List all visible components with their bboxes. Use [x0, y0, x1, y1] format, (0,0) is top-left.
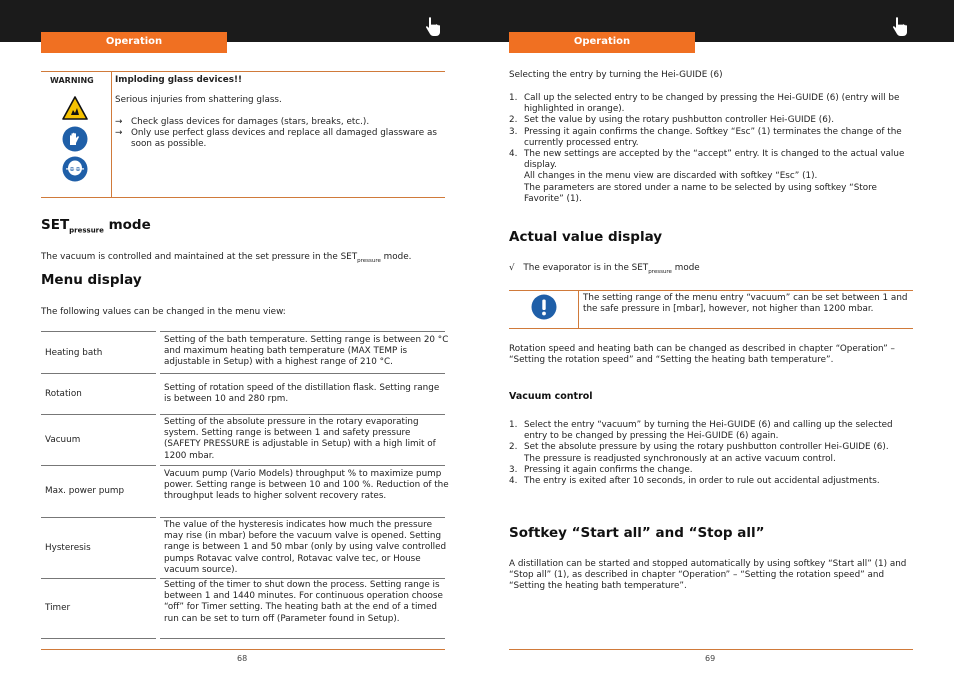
warning-bullets [115, 117, 440, 151]
list-item [509, 115, 913, 126]
list-item [509, 127, 913, 149]
list-item [509, 442, 913, 464]
table-rule [41, 578, 156, 579]
table-row-label: Timer [45, 603, 71, 613]
table-row-label: Rotation [45, 389, 82, 399]
set-text-a: The vacuum is controlled and maintained at the set pressure in the SET [41, 252, 358, 262]
check-text-b: mode [674, 263, 700, 273]
note-text: The setting range of the menu entry “vacuum” can be set between 1 and the safe pressure in [mbar], however, not higher than 1200 mbar. [583, 293, 908, 315]
steps-list-2 [509, 420, 913, 487]
check-mark-icon: √ [509, 263, 515, 273]
softkey-text: A distillation can be started and stopped automatically by using softkey “Start all” (1) and “Stop all” (1), as described in chapter “Operation” – “Setting the rotation speed” and “Setting the heating bath temperature”. [509, 559, 907, 592]
footer-rule-left [41, 649, 445, 650]
arrow-right-icon: → [115, 128, 123, 139]
table-rule [41, 373, 156, 374]
list-text: Pressing it again confirms the change. [524, 464, 693, 475]
warning-title: Imploding glass devices!! [115, 75, 242, 85]
warning-bullet-text: Only use perfect glass devices and replace all damaged glassware as soon as possible. [131, 128, 437, 150]
table-row-label: Heating bath [45, 348, 103, 358]
set-heading-main: SET [41, 217, 70, 233]
list-text: Pressing it again confirms the change. Softkey “Esc” (1) terminates the change of the currently processed entry. [524, 126, 902, 148]
arrow-right-icon: → [115, 117, 123, 127]
list-text: Set the value by using the rotary pushbutton controller Hei-GUIDE (6). [524, 115, 835, 126]
list-number: 4. [509, 476, 518, 487]
table-rule [41, 331, 156, 332]
list-number: 4. [509, 149, 518, 160]
warning-bullet [115, 117, 440, 128]
list-text: The new settings are accepted by the “accept” entry. It is changed to the actual value display. All changes in the menu view are discarded with softkey “Esc” (1). The parameters are stored under a name to be selected by using softkey “Store Favorite” (1). [524, 149, 905, 204]
list-text: Set the absolute pressure by using the rotary pushbutton controller Hei-GUIDE (6). The pressure is readjusted synchronously at an active vacuum control. [524, 442, 889, 464]
set-pressure-text [41, 252, 445, 267]
warning-label: WARNING [50, 76, 94, 85]
pointing-hand-icon [425, 17, 441, 37]
note-bottom-rule [509, 328, 913, 329]
set-pressure-heading [41, 217, 151, 235]
table-rule [41, 414, 156, 415]
table-rule [160, 517, 445, 518]
list-number: 2. [509, 442, 518, 453]
table-rule [160, 373, 445, 374]
list-number: 1. [509, 93, 518, 103]
menu-display-heading: Menu display [41, 272, 142, 288]
list-item [509, 420, 913, 442]
list-number: 1. [509, 420, 518, 430]
table-row-desc: The value of the hysteresis indicates how much the pressure may rise (in mbar) before the vacuum valve is opened. Setting range is between 1 and 50 mbar (only by using valve controlled pumps Rotavac valve control, Rotavac valve tec, or House vacuum source). [164, 520, 447, 575]
warning-bullet [115, 128, 440, 150]
table-rule [41, 638, 156, 639]
warning-triangle-icon [62, 96, 88, 120]
list-item [509, 465, 913, 476]
table-rule [160, 414, 445, 415]
list-text: Call up the selected entry to be changed by pressing the Hei-GUIDE (6) (entry will be highlighted in orange). [524, 93, 900, 115]
warning-top-rule [41, 71, 445, 72]
list-item [509, 93, 913, 115]
set-text-b: mode. [383, 252, 412, 262]
check-text-a: The evaporator is in the SET [523, 263, 649, 273]
table-rule [160, 465, 445, 466]
table-row-desc: Setting of the timer to shut down the process. Setting range is between 1 and 1440 minutes. For continuous operation choose “off” for Timer setting. The heating bath at the end of a timed run can be set to turn off (Parameter found in Setup). [164, 580, 443, 624]
protective-gloves-icon [62, 126, 88, 152]
set-heading-tail: mode [108, 217, 151, 233]
warning-text: Serious injuries from shattering glass. [115, 95, 282, 105]
safety-goggles-icon [62, 156, 88, 182]
actual-value-heading: Actual value display [509, 229, 663, 245]
info-exclamation-icon [531, 294, 557, 320]
footer-rule-right [509, 649, 913, 650]
list-text: The entry is exited after 10 seconds, in order to rule out accidental adjustments. [524, 476, 880, 487]
softkey-heading: Softkey “Start all” and “Stop all” [509, 525, 765, 541]
check-line [509, 263, 700, 278]
table-rule [160, 638, 445, 639]
table-row-desc: Setting of the absolute pressure in the rotary evaporating system. Setting range is between 1 and safety pressure (SAFETY PRESSURE is adjustable in Setup) with a high limit of 1200 mbar. [164, 417, 436, 461]
list-number: 3. [509, 126, 518, 137]
table-row-label: Hysteresis [45, 543, 91, 553]
table-row-desc: Setting of rotation speed of the distillation flask. Setting range is between 10 and 280 rpm. [164, 383, 440, 405]
set-text-sub: pressure [357, 257, 381, 264]
tab-operation-left: Operation [41, 32, 227, 53]
warning-bottom-rule [41, 197, 445, 198]
table-rule [160, 578, 445, 579]
table-row-label: Max. power pump [45, 486, 125, 496]
vacuum-control-heading: Vacuum control [509, 391, 593, 402]
table-rule [160, 331, 445, 332]
set-heading-sub: pressure [69, 226, 104, 235]
list-number: 3. [509, 464, 518, 475]
note-top-rule [509, 290, 913, 291]
steps-list-1 [509, 93, 913, 205]
right-intro: Selecting the entry by turning the Hei-GUIDE (6) [509, 70, 723, 80]
pointing-hand-icon-right [892, 17, 908, 37]
page-number-right: 69 [705, 654, 716, 663]
table-row-desc: Vacuum pump (Vario Models) throughput % to maximize pump power. Setting range is between 10 and 100 %. Reduction of the throughput leads to higher solvent recovery rates. [164, 469, 449, 502]
check-text-sub: pressure [648, 268, 672, 275]
list-item [509, 476, 913, 487]
table-row-desc: Setting of the bath temperature. Setting range is between 20 °C and maximum heating bath temperature (MAX TEMP is adjustable in Setup) with a highest range of 210 °C. [164, 335, 449, 368]
rotation-text: Rotation speed and heating bath can be changed as described in chapter “Operation” – “Setting the rotation speed” and “Setting the heating bath temperature”. [509, 344, 895, 366]
table-row-label: Vacuum [45, 435, 81, 445]
page-number-left: 68 [237, 654, 248, 663]
note-divider [578, 290, 579, 328]
list-item [509, 149, 913, 205]
tab-operation-right: Operation [509, 32, 695, 53]
warning-bullet-text: Check glass devices for damages (stars, breaks, etc.). [131, 117, 370, 127]
table-rule [41, 465, 156, 466]
list-text: Select the entry “vacuum” by turning the Hei-GUIDE (6) and calling up the selected entry to be changed by pressing the Hei-GUIDE (6) again. [524, 420, 893, 442]
menu-intro: The following values can be changed in the menu view: [41, 307, 286, 317]
list-number: 2. [509, 115, 518, 126]
table-rule [41, 517, 156, 518]
warning-divider [111, 71, 112, 198]
